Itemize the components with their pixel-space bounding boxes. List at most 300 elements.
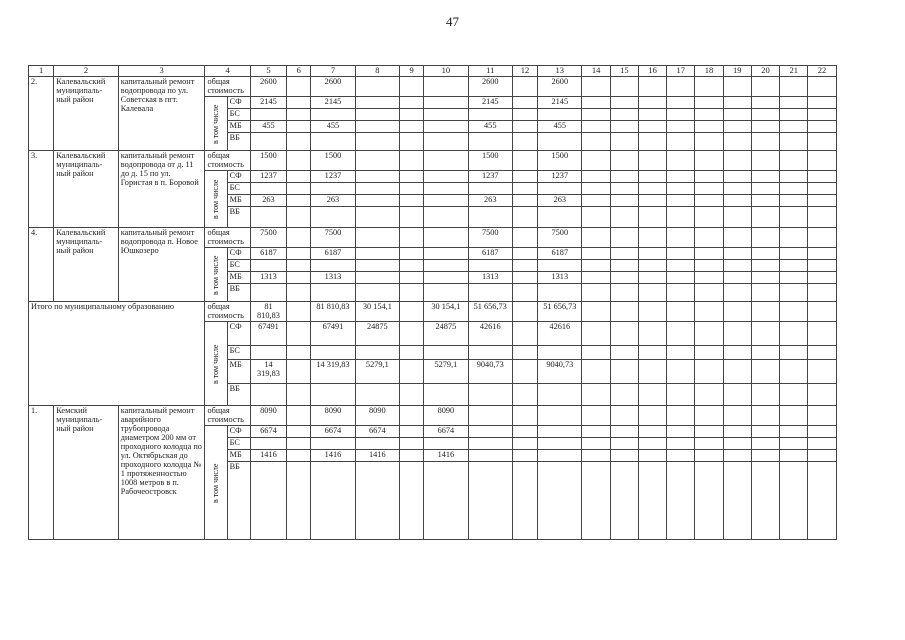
column-header: 6 xyxy=(287,66,311,77)
value-cell xyxy=(355,77,399,97)
work-description: капитальный ремонт водопровода от д. 11 до д. 15 по ул. Гористая в п. Боровой xyxy=(118,151,205,228)
value-cell xyxy=(424,248,468,260)
entry-row xyxy=(29,302,865,322)
value-cell xyxy=(780,77,808,97)
value-cell xyxy=(667,183,695,195)
value-cell xyxy=(610,360,638,384)
district-name: Кемский муниципаль-ный район xyxy=(54,406,119,540)
value-cell xyxy=(808,151,836,171)
value-cell: 6674 xyxy=(355,426,399,438)
value-cell xyxy=(667,151,695,171)
value-cell xyxy=(780,207,808,228)
value-cell xyxy=(512,248,537,260)
budget-table xyxy=(28,65,865,540)
value-cell xyxy=(751,462,779,540)
value-cell xyxy=(250,384,286,406)
column-header: 17 xyxy=(667,66,695,77)
total-cost-label: общая стоимость xyxy=(205,77,250,97)
value-cell xyxy=(610,426,638,438)
value-cell xyxy=(667,260,695,272)
value-cell xyxy=(468,260,512,272)
value-cell xyxy=(287,406,311,426)
value-cell xyxy=(538,183,582,195)
value-cell xyxy=(610,109,638,121)
fund-source-label: СФ xyxy=(227,171,250,183)
including-label xyxy=(205,426,227,540)
including-label xyxy=(205,97,227,151)
value-cell xyxy=(723,462,751,540)
column-header: 11 xyxy=(468,66,512,77)
including-label xyxy=(205,171,227,228)
value-cell xyxy=(695,346,723,360)
value-cell xyxy=(610,195,638,207)
value-cell xyxy=(638,195,666,207)
value-cell xyxy=(723,284,751,302)
value-cell: 1237 xyxy=(250,171,286,183)
value-cell xyxy=(582,426,610,438)
value-cell xyxy=(808,109,836,121)
including-text: в том числе xyxy=(211,343,221,384)
entry-number: 2. xyxy=(29,77,54,151)
value-cell: 9040,73 xyxy=(468,360,512,384)
value-cell xyxy=(667,302,695,322)
value-cell xyxy=(582,97,610,109)
value-cell xyxy=(468,109,512,121)
value-cell: 2600 xyxy=(538,77,582,97)
value-cell xyxy=(287,77,311,97)
value-cell xyxy=(695,77,723,97)
value-cell xyxy=(667,195,695,207)
value-cell xyxy=(287,171,311,183)
value-cell xyxy=(582,322,610,346)
value-cell xyxy=(610,151,638,171)
value-cell xyxy=(667,346,695,360)
value-cell xyxy=(355,171,399,183)
value-cell xyxy=(311,207,355,228)
value-cell xyxy=(723,302,751,322)
value-cell xyxy=(751,360,779,384)
value-cell xyxy=(751,183,779,195)
value-cell: 6674 xyxy=(424,426,468,438)
value-cell xyxy=(780,228,808,248)
value-cell xyxy=(780,346,808,360)
value-cell xyxy=(780,360,808,384)
value-cell xyxy=(667,360,695,384)
district-name: Калевальский муниципаль-ный район xyxy=(54,77,119,151)
value-cell xyxy=(287,462,311,540)
value-cell xyxy=(610,77,638,97)
value-cell xyxy=(780,133,808,151)
value-cell xyxy=(667,171,695,183)
value-cell xyxy=(424,183,468,195)
value-cell xyxy=(610,322,638,346)
value-cell xyxy=(667,207,695,228)
value-cell xyxy=(638,228,666,248)
value-cell xyxy=(424,121,468,133)
value-cell xyxy=(695,284,723,302)
value-cell: 1416 xyxy=(311,450,355,462)
value-cell xyxy=(424,384,468,406)
value-cell xyxy=(695,360,723,384)
column-header: 5 xyxy=(250,66,286,77)
value-cell xyxy=(808,426,836,438)
value-cell xyxy=(780,426,808,438)
value-cell xyxy=(808,97,836,109)
value-cell xyxy=(638,151,666,171)
value-cell xyxy=(780,284,808,302)
value-cell xyxy=(424,151,468,171)
value-cell: 1500 xyxy=(538,151,582,171)
value-cell xyxy=(638,109,666,121)
value-cell xyxy=(538,406,582,426)
value-cell xyxy=(468,450,512,462)
value-cell xyxy=(424,171,468,183)
value-cell: 30 154,1 xyxy=(355,302,399,322)
value-cell xyxy=(667,438,695,450)
value-cell xyxy=(512,426,537,438)
value-cell xyxy=(311,346,355,360)
value-cell xyxy=(808,228,836,248)
value-cell xyxy=(424,228,468,248)
value-cell xyxy=(610,272,638,284)
value-cell xyxy=(751,438,779,450)
value-cell xyxy=(610,207,638,228)
value-cell xyxy=(667,77,695,97)
value-cell xyxy=(355,228,399,248)
fund-source-label: БС xyxy=(227,438,250,450)
value-cell xyxy=(468,284,512,302)
value-cell xyxy=(355,121,399,133)
value-cell xyxy=(780,97,808,109)
value-cell xyxy=(695,260,723,272)
value-cell xyxy=(512,121,537,133)
column-header: 12 xyxy=(512,66,537,77)
fund-source-label: СФ xyxy=(227,97,250,109)
value-cell xyxy=(780,272,808,284)
value-cell xyxy=(311,284,355,302)
value-cell xyxy=(751,302,779,322)
value-cell xyxy=(780,302,808,322)
value-cell xyxy=(610,183,638,195)
value-cell xyxy=(538,346,582,360)
value-cell: 30 154,1 xyxy=(424,302,468,322)
value-cell: 5279,1 xyxy=(424,360,468,384)
value-cell: 24875 xyxy=(355,322,399,346)
value-cell xyxy=(638,462,666,540)
value-cell xyxy=(582,450,610,462)
column-header: 14 xyxy=(582,66,610,77)
value-cell xyxy=(311,384,355,406)
value-cell xyxy=(582,360,610,384)
value-cell xyxy=(355,133,399,151)
value-cell: 24875 xyxy=(424,322,468,346)
value-cell xyxy=(468,384,512,406)
value-cell xyxy=(780,438,808,450)
value-cell xyxy=(723,195,751,207)
value-cell xyxy=(512,260,537,272)
value-cell: 1313 xyxy=(250,272,286,284)
work-description: капитальный ремонт водопровода п. Новое Юшкозеро xyxy=(118,228,205,302)
value-cell xyxy=(582,151,610,171)
entry-row xyxy=(29,151,865,171)
value-cell xyxy=(512,384,537,406)
value-cell xyxy=(723,109,751,121)
value-cell: 1416 xyxy=(424,450,468,462)
value-cell xyxy=(638,438,666,450)
value-cell xyxy=(400,260,424,272)
value-cell xyxy=(287,121,311,133)
value-cell xyxy=(424,97,468,109)
district-name: Калевальский муниципаль-ный район xyxy=(54,151,119,228)
value-cell xyxy=(400,450,424,462)
value-cell xyxy=(512,450,537,462)
value-cell: 1416 xyxy=(250,450,286,462)
column-header: 19 xyxy=(723,66,751,77)
value-cell: 42616 xyxy=(538,322,582,346)
value-cell xyxy=(400,207,424,228)
value-cell xyxy=(780,171,808,183)
value-cell xyxy=(538,284,582,302)
value-cell xyxy=(355,384,399,406)
value-cell xyxy=(582,462,610,540)
value-cell xyxy=(808,260,836,272)
value-cell xyxy=(695,207,723,228)
value-cell xyxy=(695,302,723,322)
column-header: 3 xyxy=(118,66,205,77)
value-cell xyxy=(355,346,399,360)
value-cell: 2600 xyxy=(311,77,355,97)
value-cell xyxy=(538,438,582,450)
value-cell xyxy=(780,260,808,272)
value-cell xyxy=(400,97,424,109)
value-cell xyxy=(538,260,582,272)
value-cell: 263 xyxy=(311,195,355,207)
value-cell xyxy=(287,322,311,346)
value-cell xyxy=(355,183,399,195)
value-cell xyxy=(667,322,695,346)
value-cell: 81 810,83 xyxy=(311,302,355,322)
value-cell xyxy=(400,462,424,540)
value-cell xyxy=(424,462,468,540)
value-cell xyxy=(638,322,666,346)
value-cell xyxy=(695,183,723,195)
value-cell xyxy=(638,284,666,302)
value-cell xyxy=(355,109,399,121)
value-cell xyxy=(638,384,666,406)
value-cell xyxy=(808,360,836,384)
value-cell xyxy=(468,207,512,228)
value-cell xyxy=(582,248,610,260)
value-cell xyxy=(468,183,512,195)
value-cell xyxy=(250,133,286,151)
value-cell xyxy=(667,284,695,302)
value-cell xyxy=(355,438,399,450)
fund-source-label: МБ xyxy=(227,360,250,384)
fund-source-label: БС xyxy=(227,183,250,195)
value-cell: 42616 xyxy=(468,322,512,346)
value-cell xyxy=(250,183,286,195)
value-cell xyxy=(751,207,779,228)
value-cell xyxy=(667,121,695,133)
value-cell xyxy=(751,406,779,426)
value-cell xyxy=(512,406,537,426)
work-description: капитальный ремонт водопровода по ул. Советская в пгт. Калевала xyxy=(118,77,205,151)
value-cell xyxy=(610,133,638,151)
value-cell xyxy=(250,462,286,540)
value-cell: 7500 xyxy=(538,228,582,248)
value-cell xyxy=(695,462,723,540)
value-cell xyxy=(695,272,723,284)
value-cell xyxy=(424,133,468,151)
value-cell xyxy=(808,284,836,302)
value-cell xyxy=(638,360,666,384)
value-cell xyxy=(512,322,537,346)
value-cell xyxy=(400,183,424,195)
value-cell xyxy=(287,109,311,121)
column-header: 8 xyxy=(355,66,399,77)
value-cell xyxy=(538,384,582,406)
value-cell: 6187 xyxy=(468,248,512,260)
value-cell xyxy=(808,346,836,360)
value-cell xyxy=(400,272,424,284)
entry-row xyxy=(29,77,865,97)
value-cell xyxy=(287,195,311,207)
value-cell: 8090 xyxy=(250,406,286,426)
totals-label: Итого по муниципальному образованию xyxy=(29,302,205,406)
column-header: 18 xyxy=(695,66,723,77)
value-cell xyxy=(512,109,537,121)
value-cell xyxy=(751,151,779,171)
value-cell xyxy=(582,195,610,207)
value-cell xyxy=(610,121,638,133)
value-cell xyxy=(695,406,723,426)
value-cell xyxy=(808,406,836,426)
value-cell xyxy=(808,450,836,462)
value-cell xyxy=(512,462,537,540)
value-cell: 263 xyxy=(468,195,512,207)
value-cell xyxy=(638,97,666,109)
fund-source-label: БС xyxy=(227,346,250,360)
value-cell: 51 656,73 xyxy=(468,302,512,322)
value-cell: 7500 xyxy=(468,228,512,248)
value-cell xyxy=(638,302,666,322)
value-cell xyxy=(808,302,836,322)
including-label xyxy=(205,322,227,406)
value-cell xyxy=(287,438,311,450)
fund-source-label: БС xyxy=(227,260,250,272)
value-cell xyxy=(610,384,638,406)
value-cell xyxy=(751,260,779,272)
value-cell xyxy=(355,207,399,228)
value-cell xyxy=(808,121,836,133)
value-cell: 81 810,83 xyxy=(250,302,286,322)
value-cell xyxy=(723,360,751,384)
value-cell: 2145 xyxy=(250,97,286,109)
value-cell xyxy=(751,121,779,133)
value-cell xyxy=(400,195,424,207)
value-cell xyxy=(250,346,286,360)
value-cell xyxy=(311,133,355,151)
value-cell xyxy=(610,260,638,272)
fund-source-label: СФ xyxy=(227,248,250,260)
value-cell xyxy=(424,195,468,207)
value-cell xyxy=(287,272,311,284)
value-cell xyxy=(751,97,779,109)
value-cell xyxy=(424,284,468,302)
value-cell xyxy=(610,302,638,322)
value-cell xyxy=(808,133,836,151)
value-cell xyxy=(424,77,468,97)
value-cell xyxy=(695,97,723,109)
value-cell: 6187 xyxy=(538,248,582,260)
value-cell xyxy=(512,171,537,183)
value-cell xyxy=(424,260,468,272)
value-cell xyxy=(695,248,723,260)
value-cell xyxy=(751,384,779,406)
value-cell xyxy=(751,284,779,302)
value-cell xyxy=(638,346,666,360)
value-cell: 8090 xyxy=(311,406,355,426)
value-cell xyxy=(311,260,355,272)
value-cell xyxy=(808,248,836,260)
total-cost-label: общая стоимость xyxy=(205,151,250,171)
value-cell xyxy=(287,207,311,228)
value-cell xyxy=(582,171,610,183)
column-header: 22 xyxy=(808,66,836,77)
value-cell xyxy=(582,260,610,272)
page-number: 47 xyxy=(446,14,459,29)
value-cell xyxy=(424,346,468,360)
value-cell xyxy=(808,171,836,183)
value-cell xyxy=(667,228,695,248)
value-cell xyxy=(355,260,399,272)
value-cell xyxy=(311,183,355,195)
value-cell xyxy=(780,406,808,426)
column-header: 1 xyxy=(29,66,54,77)
value-cell xyxy=(355,248,399,260)
value-cell xyxy=(468,133,512,151)
value-cell xyxy=(780,151,808,171)
fund-source-label: ВБ xyxy=(227,207,250,228)
value-cell: 6187 xyxy=(250,248,286,260)
value-cell xyxy=(667,384,695,406)
value-cell xyxy=(512,360,537,384)
value-cell xyxy=(751,171,779,183)
value-cell xyxy=(723,406,751,426)
value-cell xyxy=(751,133,779,151)
value-cell xyxy=(400,302,424,322)
value-cell xyxy=(780,462,808,540)
value-cell xyxy=(667,248,695,260)
value-cell xyxy=(723,260,751,272)
including-text: в том числе xyxy=(211,254,221,295)
value-cell xyxy=(808,322,836,346)
value-cell xyxy=(610,97,638,109)
value-cell xyxy=(723,322,751,346)
value-cell xyxy=(751,426,779,438)
value-cell: 8090 xyxy=(424,406,468,426)
value-cell xyxy=(695,121,723,133)
value-cell: 6674 xyxy=(250,426,286,438)
value-cell: 1237 xyxy=(468,171,512,183)
value-cell: 455 xyxy=(538,121,582,133)
value-cell xyxy=(808,462,836,540)
value-cell xyxy=(695,133,723,151)
value-cell xyxy=(424,109,468,121)
value-cell: 2600 xyxy=(250,77,286,97)
value-cell xyxy=(610,248,638,260)
value-cell xyxy=(287,183,311,195)
